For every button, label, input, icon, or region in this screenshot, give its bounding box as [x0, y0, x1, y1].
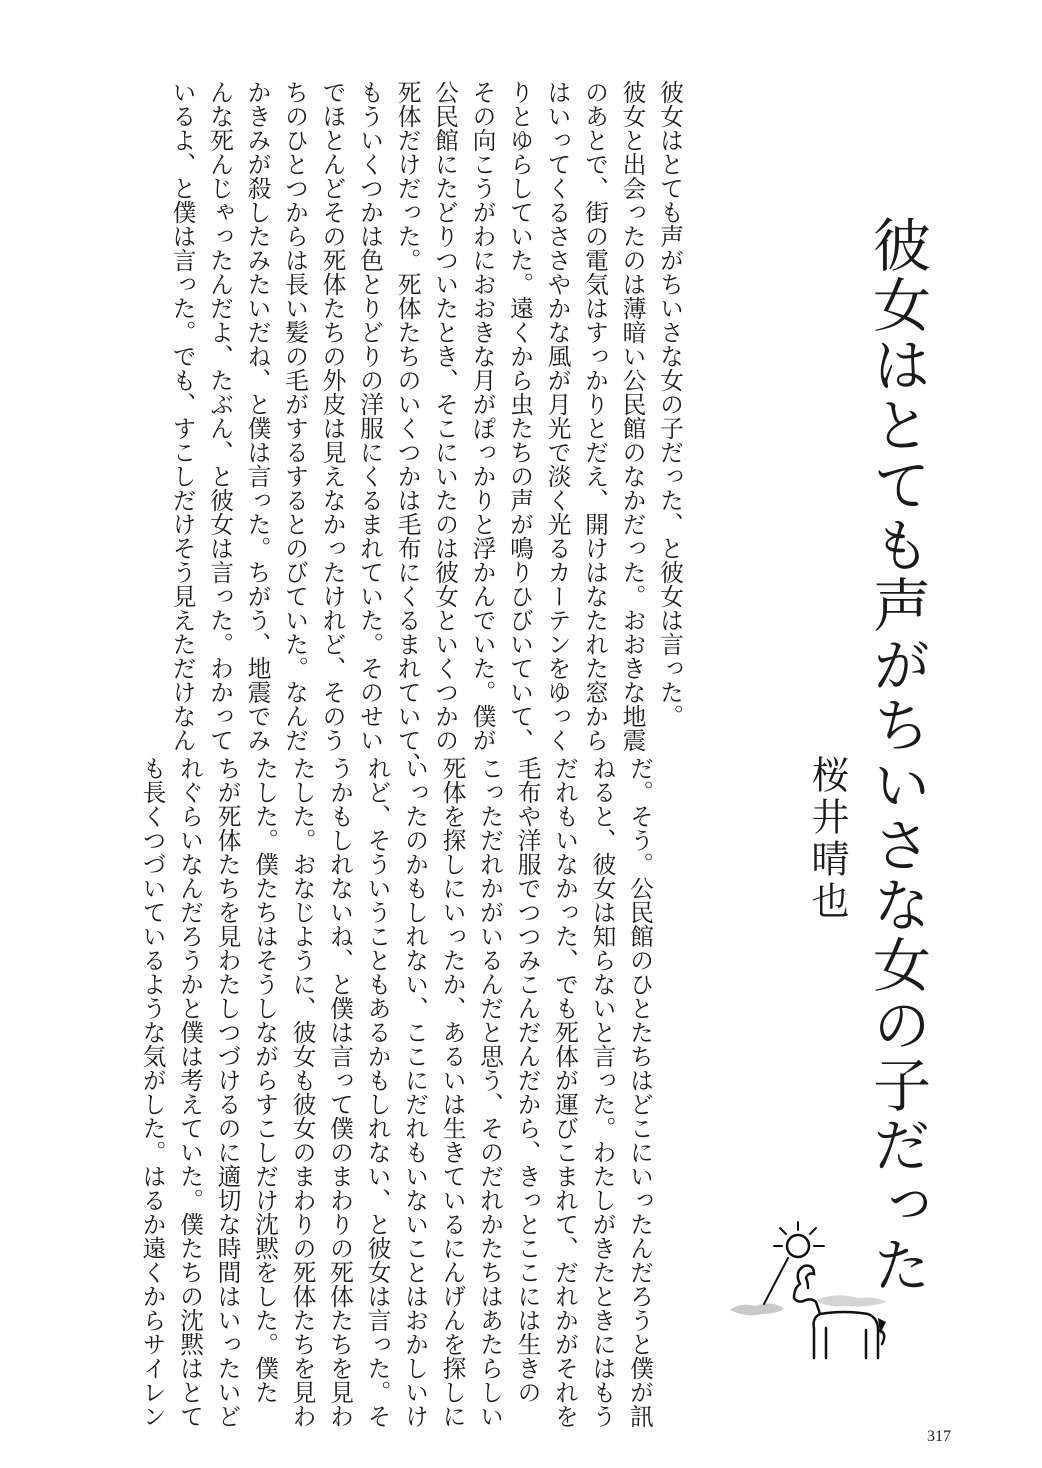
body-text-upper [128, 80, 688, 776]
text-line: こっただれかがいるんだと思う、そのだれかたちはあたらしい [476, 756, 504, 1428]
body-text-lower [128, 756, 658, 1428]
text-line: いるよ、と僕は言った。でも、すこしだけそう見えただけなん [168, 80, 197, 752]
text-line: はいってくるささやかな風が月光で淡く光るカーテンをゆっく [543, 80, 572, 752]
text-line: 公民館にたどりついたとき、そこにいたのは彼女といくつかの [431, 80, 459, 752]
sun-and-goat-illustration [728, 1218, 888, 1368]
text-line: れぐらいなんだろうかと僕は考えていた。僕たちの沈黙はとて [176, 756, 204, 1428]
text-line: だ。そう。公民館のひとたちはどこにいったんだろうと僕が訊 [626, 756, 654, 1428]
text-line: だれもいなかった、でも死体が運びこまれて、だれかがそれを [551, 756, 579, 1428]
text-line: んな死んじゃったんだよ、たぶん、と彼女は言った。わかって [206, 80, 234, 752]
text-line: もういくつかは色とりどりの洋服にくるまれていた。そのせい [356, 80, 384, 752]
text-line: ちのひとつからは長い髪の毛がするするとのびていた。なんだ [281, 80, 309, 752]
text-line: 彼女はとても声がちいさな女の子だった、と彼女は言った。 [656, 80, 684, 728]
text-line: 死体を探しにいったか、あるいは生きているにんげんを探しに [438, 756, 467, 1428]
text-line: 毛布や洋服でつつみこんだんだから、きっとここには生きの [513, 756, 542, 1404]
text-line: うかもしれないね、と僕は言って僕のまわりの死体たちを見わ [326, 756, 354, 1428]
page-number: 317 [927, 1428, 951, 1445]
text-line: いったのかもしれない、ここにだれもいないことはおかしいけ [401, 756, 429, 1428]
text-line: でほとんどその死体たちの外皮は見えなかったけれど、そのう [318, 80, 347, 752]
text-line: かきみが殺したみたいだね、と僕は言った。ちがう、地震でみ [243, 80, 272, 752]
text-line: ねると、彼女は知らないと言った。わたしがきたときにはもう [588, 756, 617, 1428]
text-line: ちが死体たちを見わたしつづけるのに適切な時間はいったいど [213, 756, 242, 1428]
text-line: たした。おなじように、彼女も彼女のまわりの死体たちを見わ [288, 756, 317, 1428]
text-line: りとゆらしていた。遠くから虫たちの声が鳴りひびいていて、 [506, 80, 534, 752]
text-line: その向こうがわにおおきな月がぽっかりと浮かんでいた。僕が [468, 80, 497, 752]
text-line: も長くつづいているような気がした。はるか遠くからサイレン [138, 756, 167, 1428]
text-line: のあとで、街の電気はすっかりとだえ、開けはなたれた窓から [581, 80, 609, 752]
text-line: れど、そういうこともあるかもしれない、と彼女は言った。そ [363, 756, 392, 1428]
text-line: 死体だけだった。死体たちのいくつかは毛布にくるまれていて、 [393, 80, 422, 776]
text-line: たした。僕たちはそうしながらすこしだけ沈黙をした。僕た [251, 756, 279, 1404]
text-line: 彼女と出会ったのは薄暗い公民館のなかだった。おおきな地震 [618, 80, 647, 752]
story-title: 彼女はとても声がちいさな女の子だった [863, 215, 931, 1295]
author-name: 桜井晴也 [805, 755, 849, 923]
